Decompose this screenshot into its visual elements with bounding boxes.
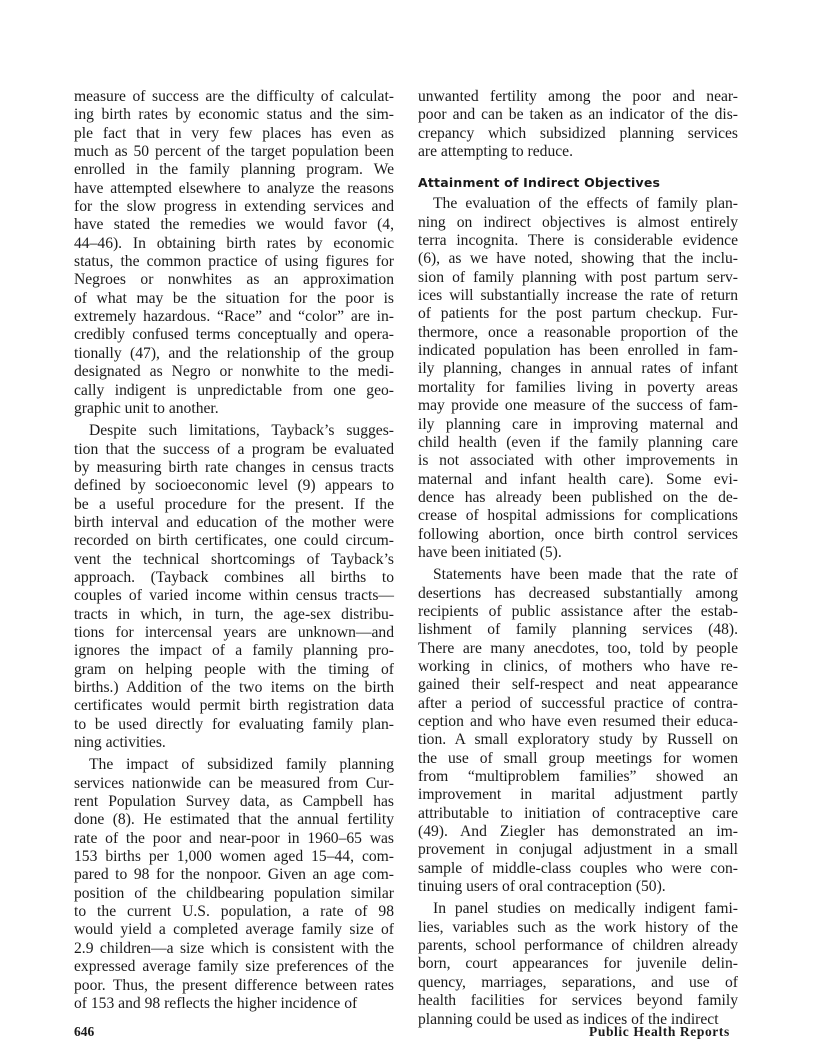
text-line: health facilities for services beyond family — [418, 992, 738, 1010]
text-line: rent Population Survey data, as Campbell has — [74, 793, 394, 811]
text-line: lishment of family planning services (48). — [418, 621, 738, 639]
text-line: attributable to initiation of contraceptive care — [418, 804, 738, 822]
text-line: ily planning, changes in annual rates of infant — [418, 360, 738, 378]
text-line: terra incognita. There is considerable evidence — [418, 232, 738, 250]
text-line: services nationwide can be measured from Cur- — [74, 774, 394, 792]
text-line: expressed average family size preferences of the — [74, 958, 394, 976]
text-line: crease of hospital admissions for complications — [418, 507, 738, 525]
text-line: indicated population has been enrolled in fam- — [418, 342, 738, 360]
text-line: recipients of public assistance after the estab- — [418, 602, 738, 620]
text-line: have attempted elsewhere to analyze the reasons — [74, 179, 394, 197]
text-line: mortality for families living in poverty areas — [418, 378, 738, 396]
text-line: tion that the success of a program be evaluated — [74, 440, 394, 458]
text-line: done (8). He estimated that the annual fertility — [74, 811, 394, 829]
text-line: desertions has decreased substantially among — [418, 584, 738, 602]
text-line: recorded on birth certificates, one could circum- — [74, 532, 394, 550]
paragraph — [418, 195, 738, 562]
text-line: maternal and infant health care). Some evi- — [418, 470, 738, 488]
text-line: are attempting to reduce. — [418, 143, 574, 161]
text-line: 2.9 children—a size which is consistent with the — [74, 939, 394, 957]
text-line: Negroes or nonwhites as an approximation — [74, 271, 394, 289]
text-line: sample of middle-class couples who were con- — [418, 859, 738, 877]
text-line: have stated the remedies we would favor (4, — [74, 216, 394, 234]
text-line: couples of varied income within census tracts— — [74, 587, 394, 605]
text-line: There are many anecdotes, too, told by people — [418, 639, 738, 657]
text-line: for the slow progress in extending services and — [74, 198, 394, 216]
text-line: rate of the poor and near-poor in 1960–65 was — [74, 829, 394, 847]
text-line: ple fact that in very few places has even as — [74, 124, 394, 142]
text-line: lies, variables such as the work history of the — [418, 918, 738, 936]
text-line: defined by socioeconomic level (9) appears to — [74, 477, 394, 495]
paragraph — [418, 88, 738, 161]
text-line: provement in conjugal adjustment in a small — [418, 841, 738, 859]
text-line: is not associated with other improvements in — [418, 452, 738, 470]
text-line: ning activities. — [74, 734, 166, 752]
text-line: approach. (Tayback combines all births to — [74, 568, 394, 586]
text-line: 44–46). In obtaining birth rates by economic — [74, 234, 394, 252]
text-line: ices will substantially increase the rate of return — [418, 287, 738, 305]
section-body — [418, 195, 738, 1028]
text-line: Statements have been made that the rate of — [433, 566, 738, 584]
text-line: of 153 and 98 reflects the higher incidence of — [74, 994, 358, 1012]
text-line: births.) Addition of the two items on the birth — [74, 679, 394, 696]
text-line: ignores the impact of a family planning pro- — [74, 642, 394, 660]
text-line: (6), as we have noted, showing that the inclu- — [418, 250, 738, 268]
text-line: pared to 98 for the nonpoor. Given an age com- — [74, 866, 394, 884]
text-line: poor. Thus, the present difference between rates — [74, 976, 394, 994]
right-column — [418, 88, 738, 1029]
text-line: sion of family planning with post partum serv- — [418, 268, 738, 286]
text-line: unwanted fertility among the poor and near- — [418, 88, 738, 105]
text-line: cally indigent is unpredictable from one geo- — [74, 381, 394, 399]
text-line: tracts in which, in turn, the age-sex distribu- — [74, 605, 394, 623]
text-line: working in clinics, of mothers who have re- — [418, 657, 738, 675]
paragraph — [74, 756, 394, 1013]
section-heading: Attainment of Indirect Objectives — [418, 175, 661, 191]
text-line: to the current U.S. population, a rate of 98 — [74, 903, 394, 921]
text-line: born, court appearances for juvenile delin- — [418, 955, 738, 973]
text-line: from “multiproblem families” showed an — [418, 768, 738, 786]
text-line: ning on indirect objectives is almost entirely — [418, 213, 738, 231]
text-line: credibly confused terms conceptually and opera- — [74, 326, 394, 344]
text-line: ing birth rates by economic status and the sim- — [74, 106, 394, 124]
text-line: by measuring birth rate changes in census tracts — [74, 458, 394, 476]
text-line: gained their self-respect and neat appearance — [418, 676, 738, 694]
text-line: of what may be the situation for the poor is — [74, 289, 394, 307]
text-line: quency, marriages, separations, and use of — [418, 973, 738, 991]
text-line: much as 50 percent of the target population been — [74, 143, 394, 161]
text-line: may provide one measure of the success of fam- — [418, 397, 738, 415]
text-line: designated as Negro or nonwhite to the medi- — [74, 363, 394, 381]
text-line: dence has already been published on the de- — [418, 488, 738, 506]
text-line: the use of small group meetings for women — [418, 749, 738, 767]
text-line: have been initiated (5). — [418, 543, 562, 561]
text-line: would yield a completed average family size of — [74, 921, 394, 939]
text-line: ily planning care in improving maternal and — [418, 415, 738, 433]
page-number: 646 — [74, 1024, 95, 1039]
text-line: crepancy which subsidized planning services — [418, 124, 738, 142]
text-line: following abortion, once birth control services — [418, 525, 738, 543]
text-line: child health (even if the family planning care — [418, 433, 738, 451]
paragraph — [74, 422, 394, 752]
text-line: tionally (47), and the relationship of the group — [74, 344, 394, 362]
text-line: In panel studies on medically indigent fami- — [433, 900, 738, 918]
text-line: improvement in marital adjustment partly — [418, 786, 738, 804]
journal-name: Public Health Reports — [589, 1024, 730, 1039]
text-line: certificates would permit birth registration data — [74, 697, 394, 715]
paragraph — [418, 900, 738, 1028]
text-line: tions for intercensal years are unknown—and — [74, 623, 394, 641]
text-line: gram on helping people with the timing of — [74, 660, 394, 678]
text-line: enrolled in the family planning program. We — [74, 161, 394, 179]
text-line: ception and who have even resumed their educa- — [418, 713, 738, 730]
text-line: measure of success are the difficulty of calculat- — [74, 88, 394, 105]
text-line: (49). And Ziegler has demonstrated an im- — [418, 823, 738, 841]
text-line: graphic unit to another. — [74, 399, 219, 417]
text-line: birth interval and education of the mother were — [74, 513, 394, 531]
text-line: poor and can be taken as an indicator of the dis- — [418, 106, 738, 124]
left-column — [74, 88, 394, 1013]
text-line: to be used directly for evaluating family plan- — [74, 715, 394, 733]
text-line: status, the common practice of using figures for — [74, 253, 394, 271]
text-line: thermore, once a reasonable proportion of the — [418, 323, 738, 341]
text-line: of patients for the post partum checkup. Fur- — [418, 305, 738, 323]
text-line: The evaluation of the effects of family plan- — [433, 195, 738, 213]
text-line: extremely hazardous. “Race” and “color” are in- — [74, 308, 394, 326]
text-line: Despite such limitations, Tayback’s sugges- — [89, 422, 394, 440]
text-line: vent the technical shortcomings of Tayback’s — [74, 550, 394, 568]
text-line: tion. A small exploratory study by Russell on — [418, 731, 738, 749]
text-line: tinuing users of oral contraception (50). — [418, 878, 666, 896]
text-line: be a useful procedure for the present. If the — [74, 495, 394, 513]
text-line: 153 births per 1,000 women aged 15–44, com- — [74, 848, 394, 866]
text-line: planning could be used as indices of the indirect — [418, 1010, 719, 1028]
paragraph — [418, 566, 738, 896]
text-line: parents, school performance of children already — [418, 937, 738, 955]
paragraph — [74, 88, 394, 418]
intro-paragraph — [418, 88, 738, 161]
text-line: The impact of subsidized family planning — [89, 756, 394, 774]
text-line: after a period of successful practice of contra- — [418, 694, 738, 712]
text-line: position of the childbearing population similar — [74, 884, 394, 902]
